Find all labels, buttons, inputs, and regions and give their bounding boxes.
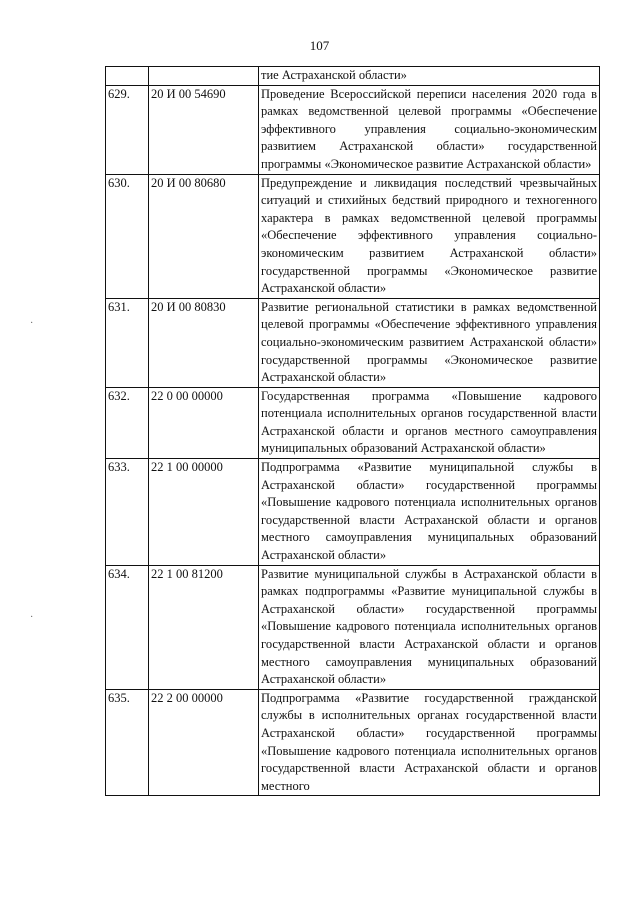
row-description: Государственная программа «Повышение кадрового потенциала исполнительных органов государственной власти Астраханской области и органов местного самоуправления муниципальных образований Астраханской области» <box>259 387 600 458</box>
row-description: Развитие региональной статистики в рамках ведомственной целевой программы «Обеспечение эффективного управления социально-экономическим развитием Астраханской области» государственной программы «Экономическое развитие Астраханской области» <box>259 298 600 387</box>
row-description: Развитие муниципальной службы в Астраханской области в рамках подпрограммы «Развитие муниципальной службы в Астраханской области» государственной программы «Повышение кадрового потенциала исполнительных органов государственной власти Астраханской области и органов местного самоуправления муниципальных образований Астраханской области» <box>259 565 600 689</box>
table-row <box>106 85 600 174</box>
row-description: Подпрограмма «Развитие муниципальной службы в Астраханской области» государственной программы «Повышение кадрового потенциала исполнительных органов государственной власти Астраханской области и органов местного самоуправления муниципальных образований Астраханской области» <box>259 459 600 566</box>
row-code: 20 И 00 80830 <box>149 298 259 387</box>
table-row <box>106 565 600 689</box>
row-description: тие Астраханской области» <box>259 67 600 86</box>
row-number: 632. <box>106 387 149 458</box>
budget-classification-table <box>105 66 600 796</box>
table-row <box>106 459 600 566</box>
row-code: 22 1 00 81200 <box>149 565 259 689</box>
row-number: 630. <box>106 174 149 298</box>
row-code: 22 1 00 00000 <box>149 459 259 566</box>
scan-mark: · <box>30 612 34 623</box>
table-row <box>106 174 600 298</box>
scan-mark: · <box>30 318 34 329</box>
row-code: 20 И 00 80680 <box>149 174 259 298</box>
row-number: 635. <box>106 689 149 796</box>
table-row <box>106 298 600 387</box>
row-code: 22 2 00 00000 <box>149 689 259 796</box>
row-code: 20 И 00 54690 <box>149 85 259 174</box>
row-code <box>149 67 259 86</box>
row-description: Предупреждение и ликвидация последствий чрезвычайных ситуаций и стихийных бедствий природного и техногенного характера в рамках ведомственной целевой программы «Обеспечение эффективного управления социально-экономическим развитием Астраханской области» государственной программы «Экономическое развитие Астраханской области» <box>259 174 600 298</box>
row-description: Подпрограмма «Развитие государственной гражданской службы в исполнительных органах государственной власти Астраханской области» государственной программы «Повышение кадрового потенциала исполнительных органов государственной власти Астраханской области и органов местного <box>259 689 600 796</box>
row-number: 629. <box>106 85 149 174</box>
row-code: 22 0 00 00000 <box>149 387 259 458</box>
page-number: 107 <box>309 38 330 53</box>
row-number: 633. <box>106 459 149 566</box>
table-row <box>106 387 600 458</box>
table-row-continuation <box>106 67 600 86</box>
row-number: 634. <box>106 565 149 689</box>
row-number: 631. <box>106 298 149 387</box>
table-row <box>106 689 600 796</box>
row-description: Проведение Всероссийской переписи населения 2020 года в рамках ведомственной целевой программы «Обеспечение эффективного управления социально-экономическим развитием Астраханской области» государственной программы «Экономическое развитие Астраханской области» <box>259 85 600 174</box>
row-number <box>106 67 149 86</box>
